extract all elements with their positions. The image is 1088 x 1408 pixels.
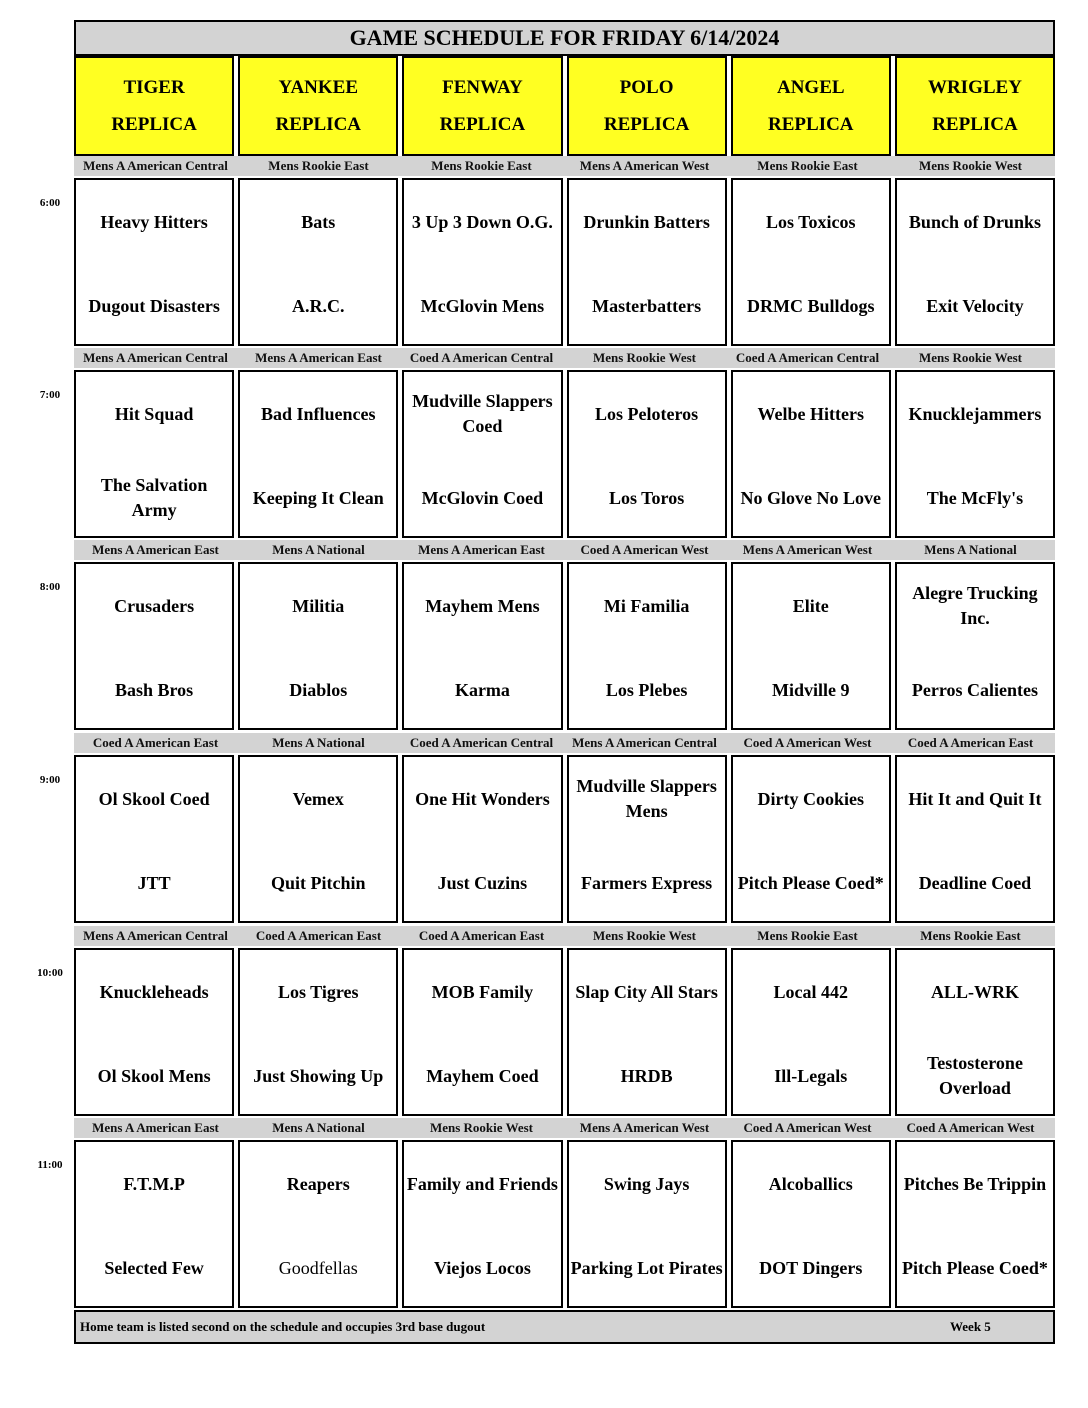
division-label: Coed A American West [743, 1120, 872, 1135]
home-team: Pitch Please Coed* [901, 1257, 1048, 1278]
away-team: ALL-WRK [930, 981, 1019, 1002]
field-type: REPLICA [932, 114, 1018, 135]
game-cell [402, 370, 562, 538]
division-label: Mens A American East [92, 542, 219, 557]
division-label: Mens Rookie West [918, 158, 1023, 173]
away-team: Family and Friends [406, 1173, 558, 1194]
game-cell [731, 755, 891, 923]
division-label: Mens Rookie East [757, 928, 858, 943]
home-team: The McFly's [926, 487, 1024, 508]
home-team: The Salvation Army [100, 475, 208, 520]
game-cell [402, 178, 562, 346]
away-team: Mayhem Mens [425, 595, 540, 616]
game-cell [731, 948, 891, 1116]
division-label: Mens A American West [579, 1120, 710, 1135]
time-label: 9:00 [39, 774, 61, 786]
field-name: YANKEE [278, 77, 359, 98]
game-cell [731, 178, 891, 346]
field-header-polo [567, 56, 727, 156]
away-team: Local 442 [773, 981, 849, 1002]
division-label: Mens A National [272, 542, 365, 557]
home-team: DRMC Bulldogs [747, 295, 875, 316]
division-label: Coed A American West [743, 735, 872, 750]
away-team: Crusaders [114, 595, 195, 616]
division-label: Mens Rookie West [918, 350, 1023, 365]
home-team: McGlovin Coed [421, 487, 544, 508]
games-row [74, 755, 1055, 923]
field-header-tiger [74, 56, 234, 156]
division-row [74, 1118, 1055, 1138]
game-cell [74, 370, 234, 538]
division-label: Mens Rookie West [592, 350, 697, 365]
field-type: REPLICA [275, 114, 362, 135]
game-cell [567, 948, 727, 1116]
division-label: Mens Rookie East [920, 928, 1021, 943]
home-team: Bash Bros [114, 679, 194, 700]
away-team: Alegre Trucking Inc. [912, 583, 1038, 628]
home-team: Dugout Disasters [88, 295, 220, 316]
home-team: Viejos Locos [434, 1257, 531, 1278]
away-team: Alcoballics [768, 1173, 853, 1194]
field-name: ANGEL [776, 77, 845, 98]
home-team: Karma [454, 679, 510, 700]
field-header-yankee [238, 56, 398, 156]
home-team: Masterbatters [592, 295, 702, 316]
away-team: Reapers [286, 1173, 350, 1194]
field-header-fenway [402, 56, 562, 156]
game-cell [895, 178, 1055, 346]
away-team: Los Tigres [277, 981, 359, 1002]
game-cell [402, 562, 562, 730]
away-team: Mudville Slappers Mens [576, 776, 717, 821]
field-name: WRIGLEY [927, 77, 1022, 98]
game-cell [731, 562, 891, 730]
games-row [74, 178, 1055, 346]
home-team: No Glove No Love [740, 487, 882, 508]
time-label: 8:00 [39, 581, 61, 593]
away-team: Hit It and Quit It [908, 788, 1042, 809]
home-team: DOT Dingers [759, 1257, 863, 1278]
division-label: Mens A American Central [572, 735, 717, 750]
division-label: Mens A National [272, 735, 365, 750]
game-cell [402, 1140, 562, 1308]
home-team: Quit Pitchin [271, 872, 366, 893]
home-team: Farmers Express [581, 872, 713, 893]
page-title: GAME SCHEDULE FOR FRIDAY 6/14/2024 [74, 20, 1055, 56]
game-cell [731, 1140, 891, 1308]
games-row [74, 948, 1055, 1116]
away-team: F.T.M.P [123, 1173, 185, 1194]
game-cell [895, 1140, 1055, 1308]
home-team: Ol Skool Mens [97, 1065, 211, 1086]
game-cell [74, 948, 234, 1116]
field-header-angel [731, 56, 891, 156]
home-team: Los Toros [608, 487, 685, 508]
footer-bar [74, 1310, 1055, 1344]
game-cell [74, 178, 234, 346]
home-team: Just Showing Up [253, 1065, 384, 1086]
games-row [74, 370, 1055, 538]
division-label: Coed A American East [92, 735, 219, 750]
time-label: 11:00 [37, 1159, 63, 1171]
away-team: Los Peloteros [595, 403, 699, 424]
away-team: One Hit Wonders [415, 788, 550, 809]
division-label: Coed A American East [418, 928, 545, 943]
games-row [74, 562, 1055, 730]
division-label: Coed A American East [255, 928, 382, 943]
division-label: Coed A American West [906, 1120, 1035, 1135]
footer-note: Home team is listed second on the schedule and occupies 3rd base dugout [80, 1319, 486, 1334]
game-cell [895, 948, 1055, 1116]
game-cell [567, 1140, 727, 1308]
away-team: 3 Up 3 Down O.G. [411, 211, 553, 232]
division-label: Mens A American East [92, 1120, 219, 1135]
division-row [74, 348, 1055, 368]
division-row [74, 926, 1055, 946]
division-label: Mens A American Central [83, 928, 228, 943]
home-team: Diablos [289, 679, 348, 700]
division-label: Mens A American Central [83, 158, 228, 173]
away-team: Welbe Hitters [757, 403, 865, 424]
division-row [74, 733, 1055, 753]
field-header-wrigley [895, 56, 1055, 156]
game-cell [567, 370, 727, 538]
division-label: Mens A National [272, 1120, 365, 1135]
away-team: Ol Skool Coed [98, 788, 210, 809]
home-team: Exit Velocity [926, 295, 1024, 316]
home-team: Pitch Please Coed* [737, 872, 884, 893]
game-cell [567, 562, 727, 730]
field-type: REPLICA [111, 114, 197, 135]
away-team: Drunkin Batters [583, 211, 710, 232]
division-label: Mens A National [924, 542, 1017, 557]
division-label: Mens A American East [255, 350, 382, 365]
game-cell [238, 370, 398, 538]
home-team: Mayhem Coed [426, 1065, 539, 1086]
field-name: FENWAY [442, 77, 523, 98]
away-team: Militia [292, 595, 345, 616]
time-slot [74, 348, 1055, 538]
game-cell [567, 178, 727, 346]
game-cell [74, 755, 234, 923]
division-label: Coed A American Central [409, 735, 554, 750]
away-team: Los Toxicos [766, 211, 856, 232]
away-team: Mi Familia [603, 595, 690, 616]
division-label: Coed A American West [580, 542, 709, 557]
division-row [74, 540, 1055, 560]
home-team: Testosterone Overload [926, 1053, 1023, 1098]
home-team: Parking Lot Pirates [570, 1257, 723, 1278]
division-label: Mens Rookie East [757, 158, 858, 173]
game-cell [238, 755, 398, 923]
away-team: Knuckleheads [99, 981, 209, 1002]
home-team: Midville 9 [772, 679, 850, 700]
division-label: Mens A American West [579, 158, 710, 173]
home-team: Los Plebes [605, 679, 688, 700]
field-header-row [74, 56, 1055, 156]
home-team: HRDB [620, 1065, 673, 1086]
division-label: Mens Rookie East [431, 158, 532, 173]
game-cell [567, 755, 727, 923]
division-label: Mens Rookie West [429, 1120, 534, 1135]
field-name: TIGER [123, 77, 185, 98]
home-team: Ill-Legals [774, 1065, 848, 1086]
game-cell [74, 1140, 234, 1308]
division-row [74, 156, 1055, 176]
field-type: REPLICA [603, 114, 690, 135]
field-type: REPLICA [768, 114, 854, 135]
game-cell [895, 755, 1055, 923]
time-label: 10:00 [37, 967, 63, 979]
time-slot [74, 540, 1055, 730]
week-label: Week 5 [950, 1319, 991, 1334]
time-label: 6:00 [39, 197, 61, 209]
time-slot [74, 733, 1055, 923]
home-team: Perros Calientes [911, 679, 1039, 700]
away-team: Hit Squad [114, 403, 194, 424]
game-cell [731, 370, 891, 538]
home-team: A.R.C. [292, 295, 345, 316]
division-label: Mens Rookie West [592, 928, 697, 943]
home-team: Selected Few [104, 1257, 204, 1278]
time-label: 7:00 [39, 389, 61, 401]
home-team: JTT [137, 872, 171, 893]
division-label: Mens A American East [418, 542, 545, 557]
field-name: POLO [619, 77, 674, 98]
away-team: Pitches Be Trippin [903, 1173, 1047, 1194]
division-label: Coed A American Central [735, 350, 880, 365]
game-cell [238, 948, 398, 1116]
away-team: Slap City All Stars [575, 981, 718, 1002]
game-cell [238, 1140, 398, 1308]
division-label: Mens A American Central [83, 350, 228, 365]
game-cell [402, 755, 562, 923]
game-cell [402, 948, 562, 1116]
field-type: REPLICA [439, 114, 526, 135]
home-team: Goodfellas [278, 1257, 358, 1278]
away-team: Bats [301, 211, 336, 232]
home-team: Deadline Coed [918, 872, 1032, 893]
home-team: Keeping It Clean [252, 487, 384, 508]
division-label: Mens A American West [742, 542, 873, 557]
division-label: Coed A American East [907, 735, 1034, 750]
time-slot [74, 156, 1055, 346]
away-team: Bad Influences [260, 403, 376, 424]
away-team: Knucklejammers [908, 403, 1042, 424]
away-team: Vemex [292, 788, 344, 809]
time-slot [74, 1118, 1055, 1308]
division-label: Mens Rookie East [268, 158, 369, 173]
time-slot [74, 926, 1055, 1116]
games-row [74, 1140, 1055, 1308]
game-cell [74, 562, 234, 730]
game-cell [895, 562, 1055, 730]
division-label: Coed A American Central [409, 350, 554, 365]
game-cell [895, 370, 1055, 538]
home-team: McGlovin Mens [420, 295, 545, 316]
away-team: MOB Family [431, 981, 534, 1002]
away-team: Heavy Hitters [100, 211, 208, 232]
home-team: Just Cuzins [437, 872, 528, 893]
away-team: Elite [792, 595, 829, 616]
away-team: Bunch of Drunks [908, 211, 1041, 232]
game-cell [238, 178, 398, 346]
away-team: Mudville Slappers Coed [412, 391, 553, 436]
game-cell [238, 562, 398, 730]
away-team: Dirty Cookies [757, 788, 865, 809]
away-team: Swing Jays [603, 1173, 690, 1194]
